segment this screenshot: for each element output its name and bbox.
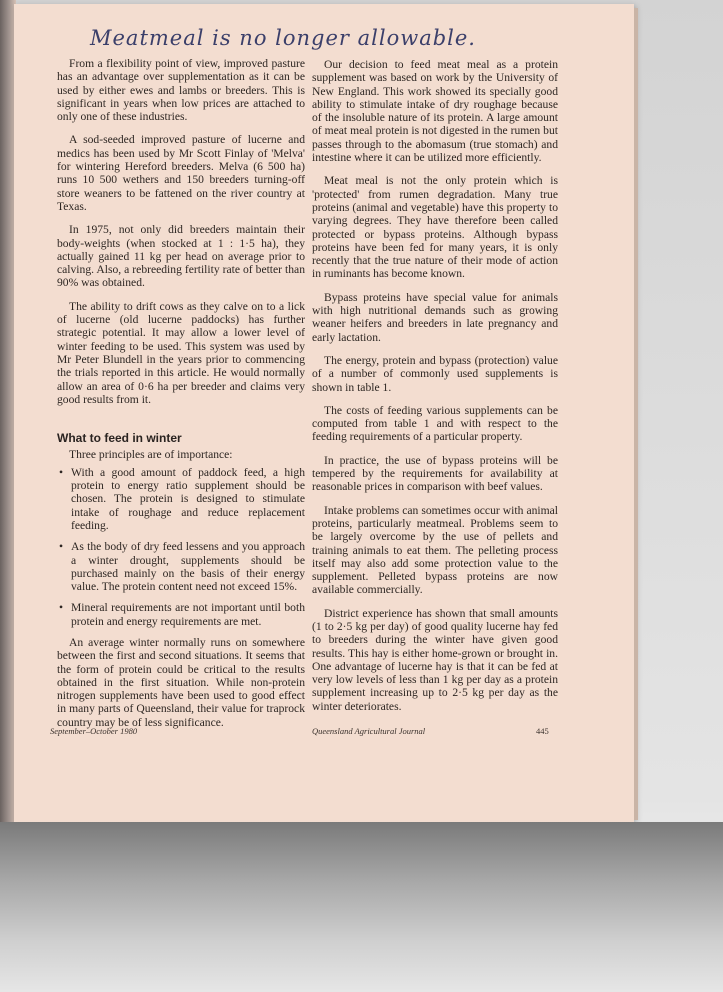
section-heading: What to feed in winter [57,431,182,446]
paragraph: In practice, the use of bypass proteins will be tempered by the requirements for availability at reasonable prices in comparison with beef values. [312,453,558,494]
paragraph: Our decision to feed meat meal as a protein supplement was based on work by the University of New England. This work showed its specially good ability to stimulate intake of dry roughage because of the insoluble nature of its protein. A large amount of meat meal protein is not digested in the rumen but passes through to the abomasum (true stomach) and intestine where it can be utilized more efficiently. [312,58,558,165]
paragraph: In 1975, not only did breeders maintain their body-weights (when stocked at 1 : 1·5 ha), they actually gained 11 kg per head on average prior to calving. Also, a rebreeding fertility rate of better than 90% was obtained. [57,223,305,290]
page-number: 445 [536,726,549,736]
footer-date: September–October 1980 [50,726,138,736]
list-item: • Mineral requirements are not important until both protein and energy requirements are met. [71,601,305,628]
paragraph: The costs of feeding various supplements can be computed from table 1 and with respect to the feeding requirements of a particular property. [312,403,558,444]
page-edge [634,8,638,820]
paragraph: Three principles are of importance: [69,448,233,462]
left-column [57,57,305,739]
bullet-list [57,466,305,628]
bottom-shadow [0,822,723,992]
paragraph: Bypass proteins have special value for animals with high nutritional demands such as growing weaner heifers and breeders in late pregnancy and early lactation. [312,290,558,344]
paragraph: District experience has shown that small amounts (1 to 2·5 kg per day) of good quality lucerne hay fed to breeders during the winter have given good results. This hay is either home-grown or brought in. One advantage of lucerne hay is that it can be fed at very low levels of less than 1 kg per day as a protein supplement increasing up to 2·5 kg per day as the winter deteriorates. [312,606,558,713]
footer-journal: Queensland Agricultural Journal [312,726,426,736]
paragraph: A sod-seeded improved pasture of lucerne and medics has been used by Mr Scott Finlay of 'Melva' for wintering Hereford breeders. Melva (6 500 ha) runs 10 500 wethers and 150 breeders turning-off store weaners to be fattened on the river country at Texas. [57,133,305,213]
paragraph: The energy, protein and bypass (protection) value of a number of commonly used supplements is shown in table 1. [312,353,558,394]
paragraph: An average winter normally runs on somewhere between the first and second situations. It seems that the form of protein could be critical to the results obtained in the first situation. While non-protein nitrogen supplements have been used to good effect in many parts of Queensland, their value for traprock country may be of less significance. [57,635,305,729]
list-item: • With a good amount of paddock feed, a high protein to energy ratio supplement should be chosen. The protein is designed to stimulate intake of roughage and reduce replacement feeding. [71,466,305,532]
handwritten-annotation: Meatmeal is no longer allowable. [90,26,476,50]
paragraph: Meat meal is not the only protein which is 'protected' from rumen degradation. Many true proteins (animal and vegetable) have this property to varying degrees. They have therefore been called protected or bypass proteins. Although bypass proteins have been fed for many years, it is only recently that the true nature of their mode of action in ruminants has become known. [312,174,558,281]
paragraph: From a flexibility point of view, improved pasture has an advantage over supplementation as it can be used by either ewes and lambs or breeders. This is significant in years when low prices are attached to only one of these industries. [57,57,305,124]
right-column [312,58,558,723]
list-item: • As the body of dry feed lessens and you approach a winter drought, supplements should be purchased mainly on the basis of their energy value. The protein content need not exceed 15%. [71,540,305,593]
paragraph: The ability to drift cows as they calve on to a lick of lucerne (old lucerne paddocks) has further strategic potential. It may allow a lower level of winter feeding to be used. This system was used by Mr Peter Blundell in the years prior to commencing the trials reported in this article. He would normally allow an area of 0·6 ha per breeder and claims very good results from it. [57,299,305,406]
paragraph: Intake problems can sometimes occur with animal proteins, particularly meatmeal. Problems seem to be largely overcome by the use of pellets and training animals to eat them. The pelleting process itself may also add some protection value to the supplement. Pelleted bypass proteins are now available commercially. [312,503,558,597]
